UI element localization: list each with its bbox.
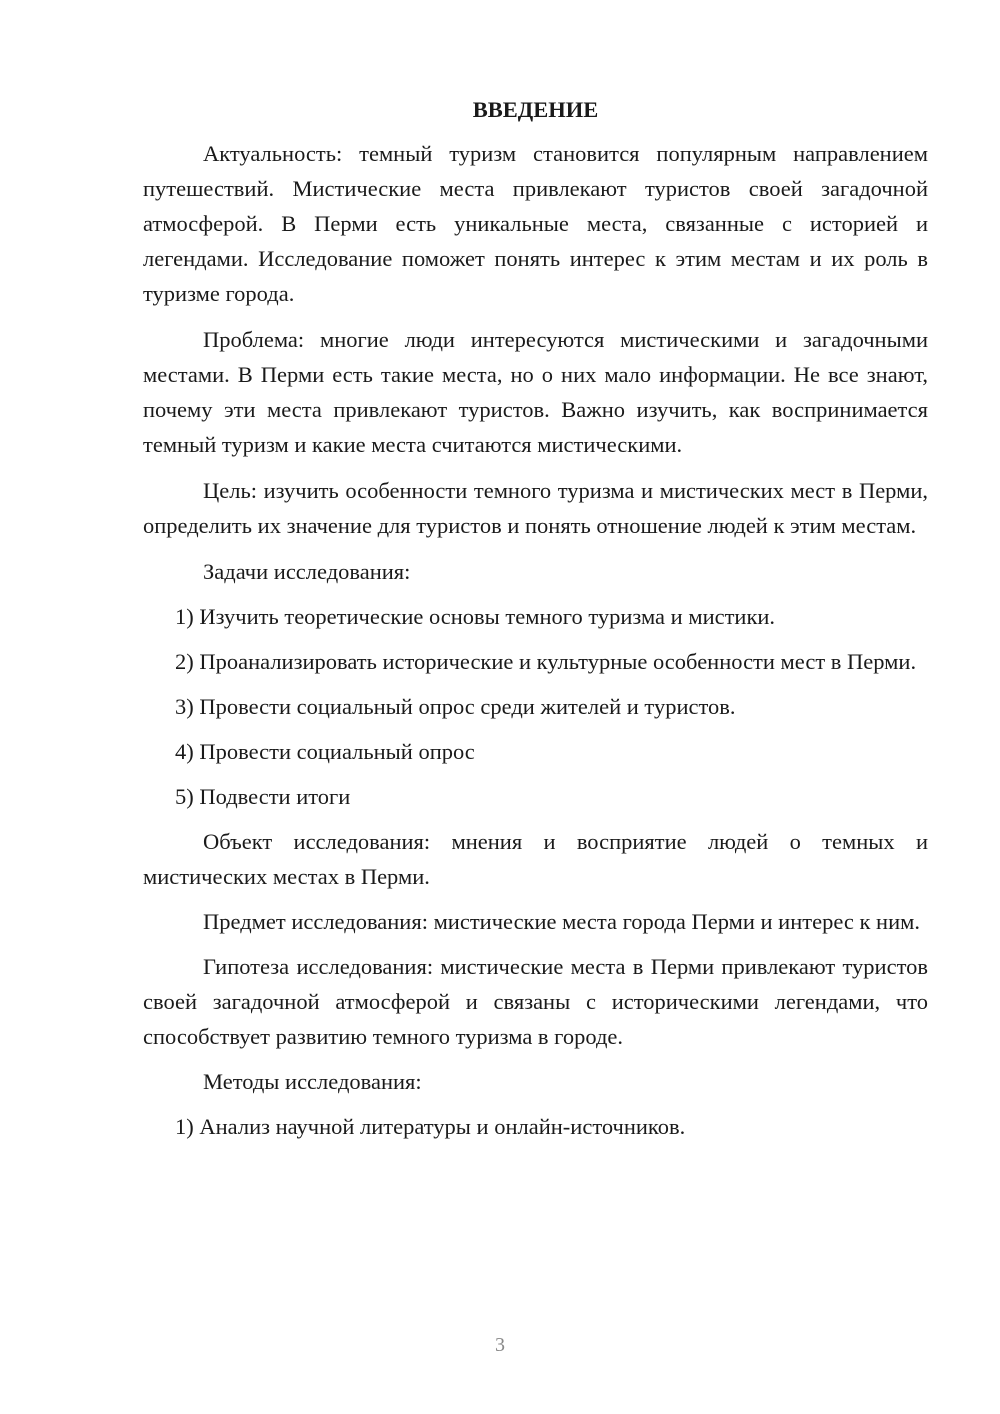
- subject-paragraph: Предмет исследования: мистические места города Перми и интерес к ним.: [203, 909, 920, 934]
- hypothesis-paragraph: Гипотеза исследования: мистические места в Перми привлекают туристов своей загадочной атмосферой и связаны с историческими легендами, что способствует развитию темного туризма в городе.: [143, 954, 928, 1049]
- task-item-2: 2) Проанализировать исторические и культурные особенности мест в Перми.: [175, 649, 917, 674]
- methods-title: Методы исследования:: [203, 1069, 422, 1094]
- relevance-paragraph: Актуальность: темный туризм становится популярным направлением путешествий. Мистические места привлекают туристов своей загадочной атмосферой. В Перми есть уникальные места, связанные с историей и легендами. Исследование поможет понять интерес к этим местам и их роль в туризме города.: [143, 141, 928, 306]
- problem-paragraph: Проблема: многие люди интересуются мистическими и загадочными местами. В Перми есть такие места, но о них мало информации. Не все знают, почему эти места привлекают туристов. Важно изучить, как воспринимается темный туризм и какие места считаются мистическими.: [143, 327, 928, 457]
- task-item-3: 3) Провести социальный опрос среди жителей и туристов.: [175, 694, 736, 719]
- object-paragraph: Объект исследования: мнения и восприятие людей о темных и мистических местах в Перми.: [143, 829, 928, 889]
- section-heading: ВВЕДЕНИЕ: [472, 97, 599, 122]
- task-item-1: 1) Изучить теоретические основы темного туризма и мистики.: [175, 604, 776, 629]
- method-item-1: 1) Анализ научной литературы и онлайн-источников.: [175, 1114, 686, 1139]
- goal-paragraph: Цель: изучить особенности темного туризма и мистических мест в Перми, определить их значение для туристов и понять отношение людей к этим местам.: [143, 478, 928, 538]
- task-item-4: 4) Провести социальный опрос: [175, 739, 475, 764]
- tasks-title: Задачи исследования:: [203, 559, 411, 584]
- document-page: [143, 95, 928, 1154]
- task-item-5: 5) Подвести итоги: [175, 784, 351, 809]
- page-number: 3: [495, 1334, 505, 1356]
